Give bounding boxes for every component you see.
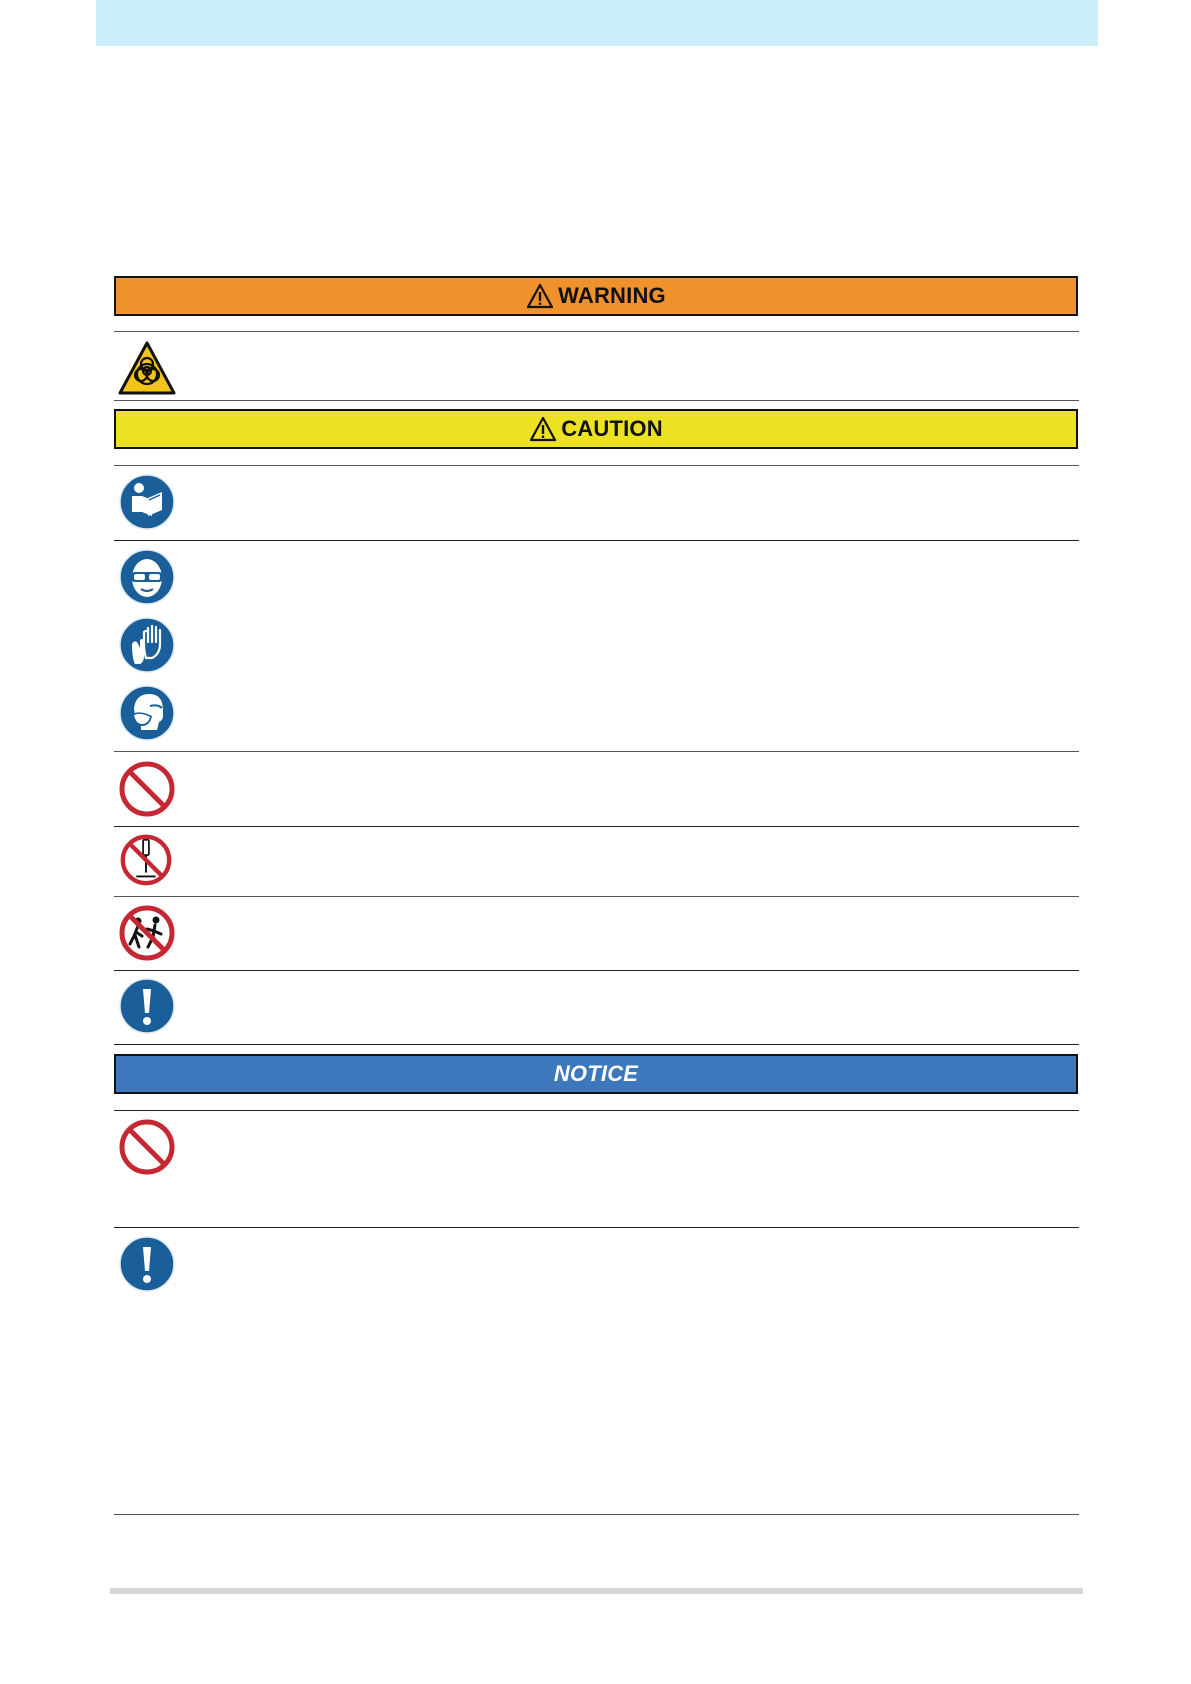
divider [114, 465, 1079, 466]
divider [114, 1110, 1079, 1111]
divider [114, 1514, 1079, 1515]
wear-mask-icon [118, 684, 176, 742]
divider [114, 751, 1079, 752]
divider [114, 1227, 1079, 1228]
divider [114, 970, 1079, 971]
divider [114, 400, 1079, 401]
warning-banner [114, 276, 1078, 316]
warning-label: WARNING [558, 283, 666, 308]
footer-bar [110, 1588, 1083, 1594]
prohibition-icon [118, 1118, 176, 1176]
notice-banner [114, 1054, 1078, 1094]
wear-goggles-icon [118, 548, 176, 606]
mandatory-exclamation-icon [118, 977, 176, 1035]
no-disassembly-icon [118, 832, 174, 888]
divider [114, 896, 1079, 897]
warning-triangle-icon [529, 416, 557, 442]
divider [114, 826, 1079, 827]
divider [114, 540, 1079, 541]
no-children-icon [118, 904, 176, 962]
warning-triangle-icon [526, 283, 554, 309]
wear-gloves-icon [118, 616, 176, 674]
biohazard-icon [118, 340, 176, 398]
notice-label: NOTICE [553, 1061, 639, 1086]
divider [114, 1044, 1079, 1045]
divider [114, 331, 1079, 332]
caution-banner [114, 409, 1078, 449]
header-band [96, 0, 1098, 46]
mandatory-exclamation-icon [118, 1235, 176, 1293]
prohibition-icon [118, 760, 176, 818]
caution-label: CAUTION [561, 416, 663, 441]
read-manual-icon [118, 473, 176, 531]
